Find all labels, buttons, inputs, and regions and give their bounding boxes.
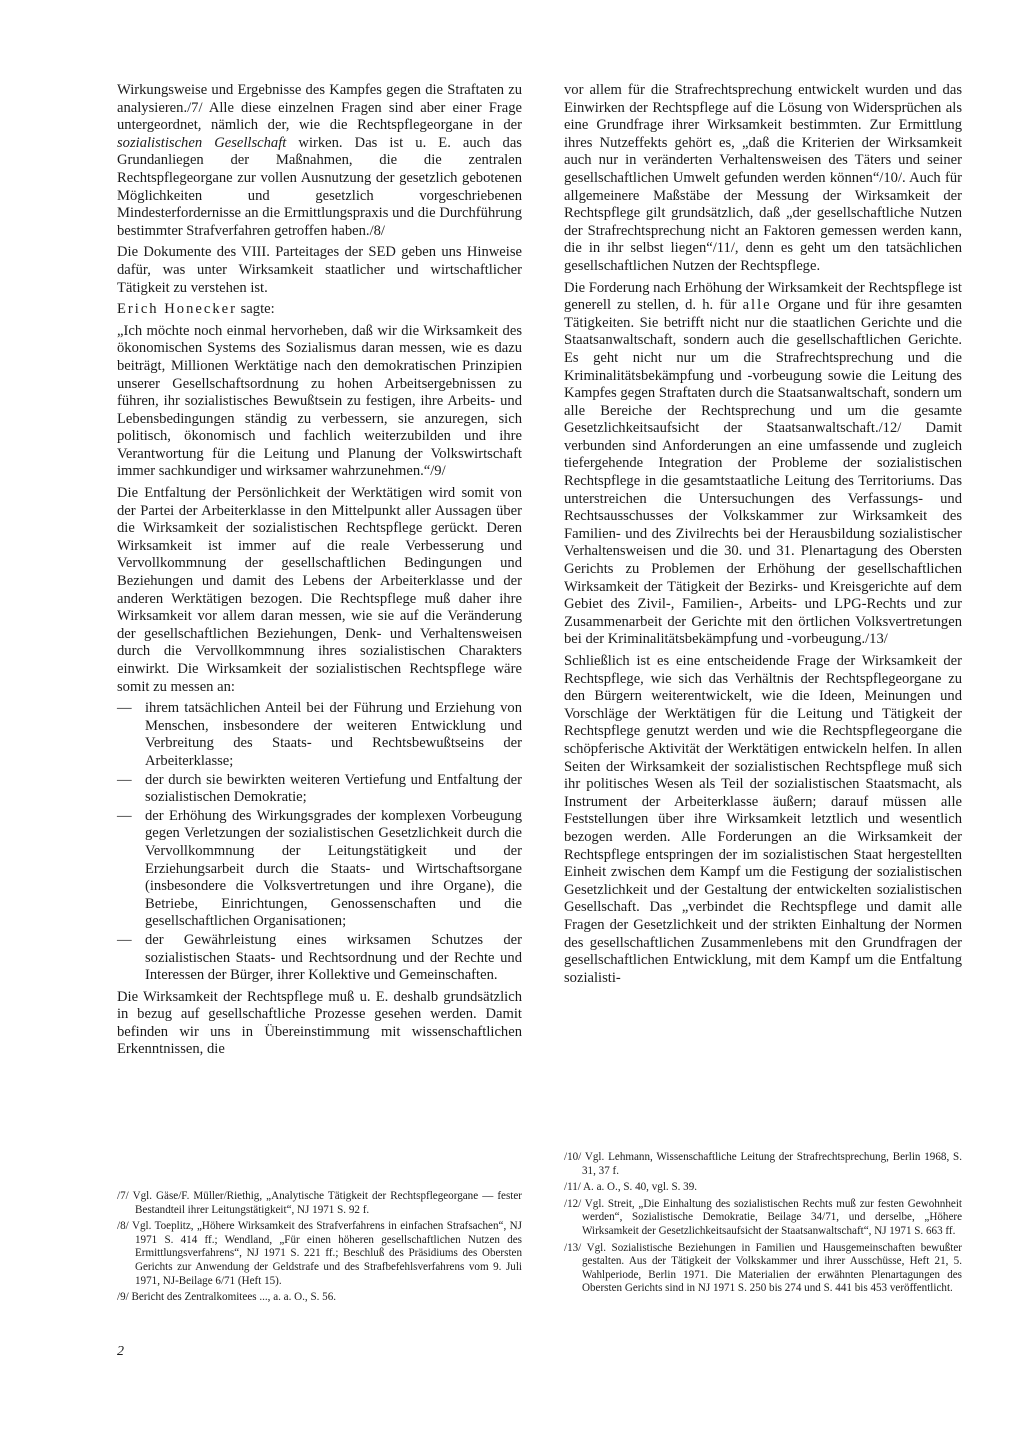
right-paragraph-2	[564, 280, 962, 649]
left-p1-text: Wirkungsweise und Ergebnisse des Kampfes gegen die Straftaten zu analysieren./7/ Alle diese einzelnen Fragen sind aber einer Frage untergeordnet, nämlich der, wie die Rechtspflegeorgane in der	[117, 82, 522, 134]
page-number: 2	[117, 1344, 124, 1359]
right-p2-spaced: alle	[742, 297, 772, 314]
left-paragraph-4: Die Wirksamkeit der Rechtspflege muß u. E. deshalb grundsätzlich in bezug auf gesellschaftliche Prozesse gesehen werden. Damit befinden wir uns in Übereinstimmung mit wissenschaftlichen Erkenntnissen, die	[117, 988, 522, 1058]
list-item: — der Gewährleistung eines wirksamen Schutzes der sozialistischen Staats- und Rechtsordnung und der Rechte und Interessen der Bürger, ihrer Kollektive und Gemeinschaften.	[117, 932, 522, 985]
left-paragraph-3: Die Entfaltung der Persönlichkeit der Werktätigen wird somit von der Partei der Arbeiterklasse in den Mittelpunkt aller Aussagen über die Wirksamkeit der sozialistischen Rechtspflege gerückt. Deren Wirksamkeit ist immer auf die reale Verbesserung und Vervollkommnung der gesellschaftlichen Bedingungen und Beziehungen und damit des Lebens der Arbeiterklasse und der anderen Werktätigen bezogen. Die Rechtspflege muß daher ihre Wirksamkeit vor allem daran messen, wie sie auf die Veränderung der gesellschaftlichen Beziehungen, Denk- und Verhaltensweisen durch die Vervollkommnung ihres sozialistischen Charakters einwirkt. Die Wirksamkeit der sozialistischen Rechtspflege wäre somit zu messen an:	[117, 485, 522, 695]
right-paragraph-3: Schließlich ist es eine entscheidende Frage der Wirksamkeit der Rechtspflege, wie sich das Verhältnis der Rechtspflegeorgane zu den Bürgern weiterentwickelt, wie die Ideen, Meinungen und Vorschläge der Werktätigen für die Leitung und Tätigkeit der Rechtspflege genutzt werden und wie die Rechtspflegeorgane die schöpferische Aktivität der Werktätigen entwickeln helfen. In allen Seiten der Wirksamkeit der sozialistischen Rechtspflege muß sich ihr politisches Wesen als Teil der sozialistischen Staatsmacht, als Instrument der Arbeiterklasse äußern; darauf müssen alle Feststellungen über ihre Wirksamkeit letztlich und wesentlich bezogen werden. Alle Forderungen an die Wirksamkeit der Rechtspflege entspringen der im sozialistischen Staat hergestellten Einheit zwischen dem Kampf um die Festigung der sozialistischen Gesetzlichkeit und der Gestaltung der entwickelten sozialistischen Gesellschaft. Das „verbindet die Rechtspflege und damit alle Fragen der Gesetzlichkeit und der strikten Einhaltung der Normen des gesellschaftlichen Zusammenlebens mit den Grundfragen der gesellschaftlichen Entwicklung, mit dem Kampf um die Entfaltung sozialisti-	[564, 653, 962, 986]
speaker-line	[117, 301, 522, 319]
footnote-13: /13/ Vgl. Sozialistische Beziehungen in Familien und Hausgemeinschaften bewußter gestalten. Aus der Tätigkeit der Volkskammer und ihrer Ausschüsse, Heft 21, 5. Wahlperiode, Berlin 1971. Die Materialien der erwähnten Plenartagungen des Obersten Gerichts sind in NJ 1971 S. 250 bis 274 und S. 441 bis 453 veröffentlicht.	[564, 1241, 962, 1295]
left-p1-end: wirken. Das ist u. E. auch das Grundanliegen der Maßnahmen, die die zentralen Rechtspflegeorgane zur vollen Ausnutzung der gesetzlich gebotenen Möglichkeiten und gesetzlich vorgeschriebenen Mindesterfordernisse an die Ermittlungspraxis und die Durchführung bestimmter Strafverfahren getroffen haben./8/	[117, 134, 522, 239]
right-paragraph-1: vor allem für die Strafrechtsprechung entwickelt wurden und das Einwirken der Rechtspflege auf die Lösung von Widersprüchen als eine Grundfrage ihrer Wirksamkeit bestimmten. Zur Ermittlung ihres Nutzeffekts gehört es, „daß die Kriterien der Wirksamkeit auch nur in veränderten Verhaltensweisen des Täters und seiner gesellschaftlichen Umwelt gefunden werden können“/10/. Auch für allgemeinere Maßstäbe der Messung der Wirksamkeit der Rechtspflege gilt grundsätzlich, daß „der gesellschaftliche Nutzen der Strafrechtsprechung nicht an Faktoren gemessen werden kann, die in ihr selbst liegen“/11/, denn es geht um den tatsächlichen gesellschaftlichen Nutzen der Rechtspflege.	[564, 82, 962, 274]
right-p2-start: Die Forderung nach Erhöhung der Wirksamkeit der Rechtspflege ist generell zu stellen, d. h. für	[564, 279, 962, 314]
footnote-8: /8/ Vgl. Toeplitz, „Höhere Wirksamkeit des Strafverfahrens in einfachen Strafsachen“, NJ 1971 S. 414 ff.; Wendland, „Für einen höheren gesellschaftlichen Nutzen des Ermittlungsverfahrens“, NJ 1971 S. 221 ff.; Beschluß des Präsidiums des Obersten Gerichts zur Anwendung der Geldstrafe und des Strafbefehlsverfahrens vom 9. Juli 1971, NJ-Beilage 6/71 (Heft 15).	[117, 1220, 522, 1287]
footnote-11: /11/ A. a. O., S. 40, vgl. S. 39.	[564, 1181, 698, 1194]
left-paragraph-2: Die Dokumente des VIII. Parteitages der SED geben uns Hinweise dafür, was unter Wirksamkeit staatlicher und wirtschaftlicher Tätigkeit zu verstehen ist.	[117, 244, 522, 296]
right-footnotes	[564, 1151, 962, 1299]
left-paragraph-1	[117, 82, 522, 240]
left-p1-italic: sozialistischen Gesellschaft	[117, 134, 287, 151]
speaker-name: Erich Honecker	[117, 301, 237, 318]
honecker-quote: „Ich möchte noch einmal hervorheben, daß wir die Wirksamkeit des ökonomischen Systems des Sozialismus daran messen, wie es dazu beiträgt, Millionen Werktätige nach den demokratischen Prinzipien unserer Gesellschaftsordnung zu hohen Arbeitsergebnissen zu führen, ihr sozialistisches Bewußtsein zu festigen, ihre Arbeits- und Lebensbedingungen ständig zu verbessern, sie anzuregen, sich politisch, ökonomisch und fachlich weiterzubilden und ihre Verantwortung für die Leitung und Planung der Volkswirtschaft immer sachkundiger und wirksamer wahrzunehmen.“/9/	[117, 322, 522, 480]
list-item: — der durch sie bewirkten weiteren Vertiefung und Entfaltung der sozialistischen Demokratie;	[117, 772, 522, 807]
footnote-10: /10/ Vgl. Lehmann, Wissenschaftliche Leitung der Strafrechtsprechung, Berlin 1968, S. 31, 37 f.	[564, 1151, 962, 1177]
footnote-12: /12/ Vgl. Streit, „Die Einhaltung des sozialistischen Rechts muß zur festen Gewohnheit werden“, Sozialistische Demokratie, Beilage 34/71, und derselbe, „Höhere Wirksamkeit der Gesetzlichkeitsaufsicht der Staatsanwaltschaft“, NJ 1971 S. 663 ff.	[564, 1197, 962, 1237]
right-column	[564, 82, 962, 991]
left-column	[117, 82, 522, 1063]
speaker-verb: sagte:	[236, 301, 275, 318]
list-item: — ihrem tatsächlichen Anteil bei der Führung und Erziehung von Menschen, insbesondere der weiteren Entwicklung und Verbreitung des Staats- und Rechtsbewußtseins der Arbeiterklasse;	[117, 700, 522, 770]
criteria-list	[117, 700, 522, 985]
left-footnotes	[117, 1190, 522, 1308]
footnote-7: /7/ Vgl. Gäse/F. Müller/Riethig, „Analytische Tätigkeit der Rechtspflegeorgane — fester Bestandteil ihrer Leitungstätigkeit“, NJ 1971 S. 92 f.	[117, 1190, 522, 1216]
footnote-9: /9/ Bericht des Zentralkomitees ..., a. a. O., S. 56.	[117, 1291, 337, 1304]
right-p2-end: Organe und für ihre gesamten Tätigkeiten. Sie betrifft nicht nur die staatlichen Gerichte und die Staatsanwaltschaft, sondern auch die gesellschaftlichen Gerichte. Es geht nicht nur um die Strafrechtsprechung und die Kriminalitätsbekämpfung und -vorbeugung sowie die Leitung des Kampfes gegen Straftaten durch die Staatsanwaltschaft, sondern um alle Bereiche der Rechtsprechung und um die gesamte Gesetzlichkeitsaufsicht der Staatsanwaltschaft./12/ Damit verbunden sind Anforderungen an eine umfassende und zugleich tiefergehende Integration der Probleme der sozialistischen Rechtspflege in die gesamtstaatliche Leitung des Territoriums. Das unterstreichen die Untersuchungen des Verfassungs- und Rechtsausschusses der Volkskammer zur Wirksamkeit des Familien- und des Zivilrechts bei der Herausbildung sozialistischer Verhaltensweisen und die 30. und 31. Plenartagung des Obersten Gerichts zu Problemen der Erhöhung der gesellschaftlichen Wirksamkeit der Tätigkeit der Bezirks- und Kreisgerichte auf dem Gebiet des Zivil-, Familien-, Arbeits- und LPG-Rechts und zur Zusammenarbeit der Gerichte mit den örtlichen Volksvertretungen bei der Kriminalitätsbekämpfung und -vorbeugung./13/	[564, 297, 963, 648]
list-item: — der Erhöhung des Wirkungsgrades der komplexen Vorbeugung gegen Verletzungen der sozialistischen Gesetzlichkeit durch die Vervollkommnung der Leitungstätigkeit und der Erziehungsarbeit durch die Staats- und Wirtschaftsorgane (insbesondere die Volksvertretungen und ihre Organe), die Betriebe, Einrichtungen, Genossenschaften und die gesellschaftlichen Organisationen;	[117, 808, 522, 931]
